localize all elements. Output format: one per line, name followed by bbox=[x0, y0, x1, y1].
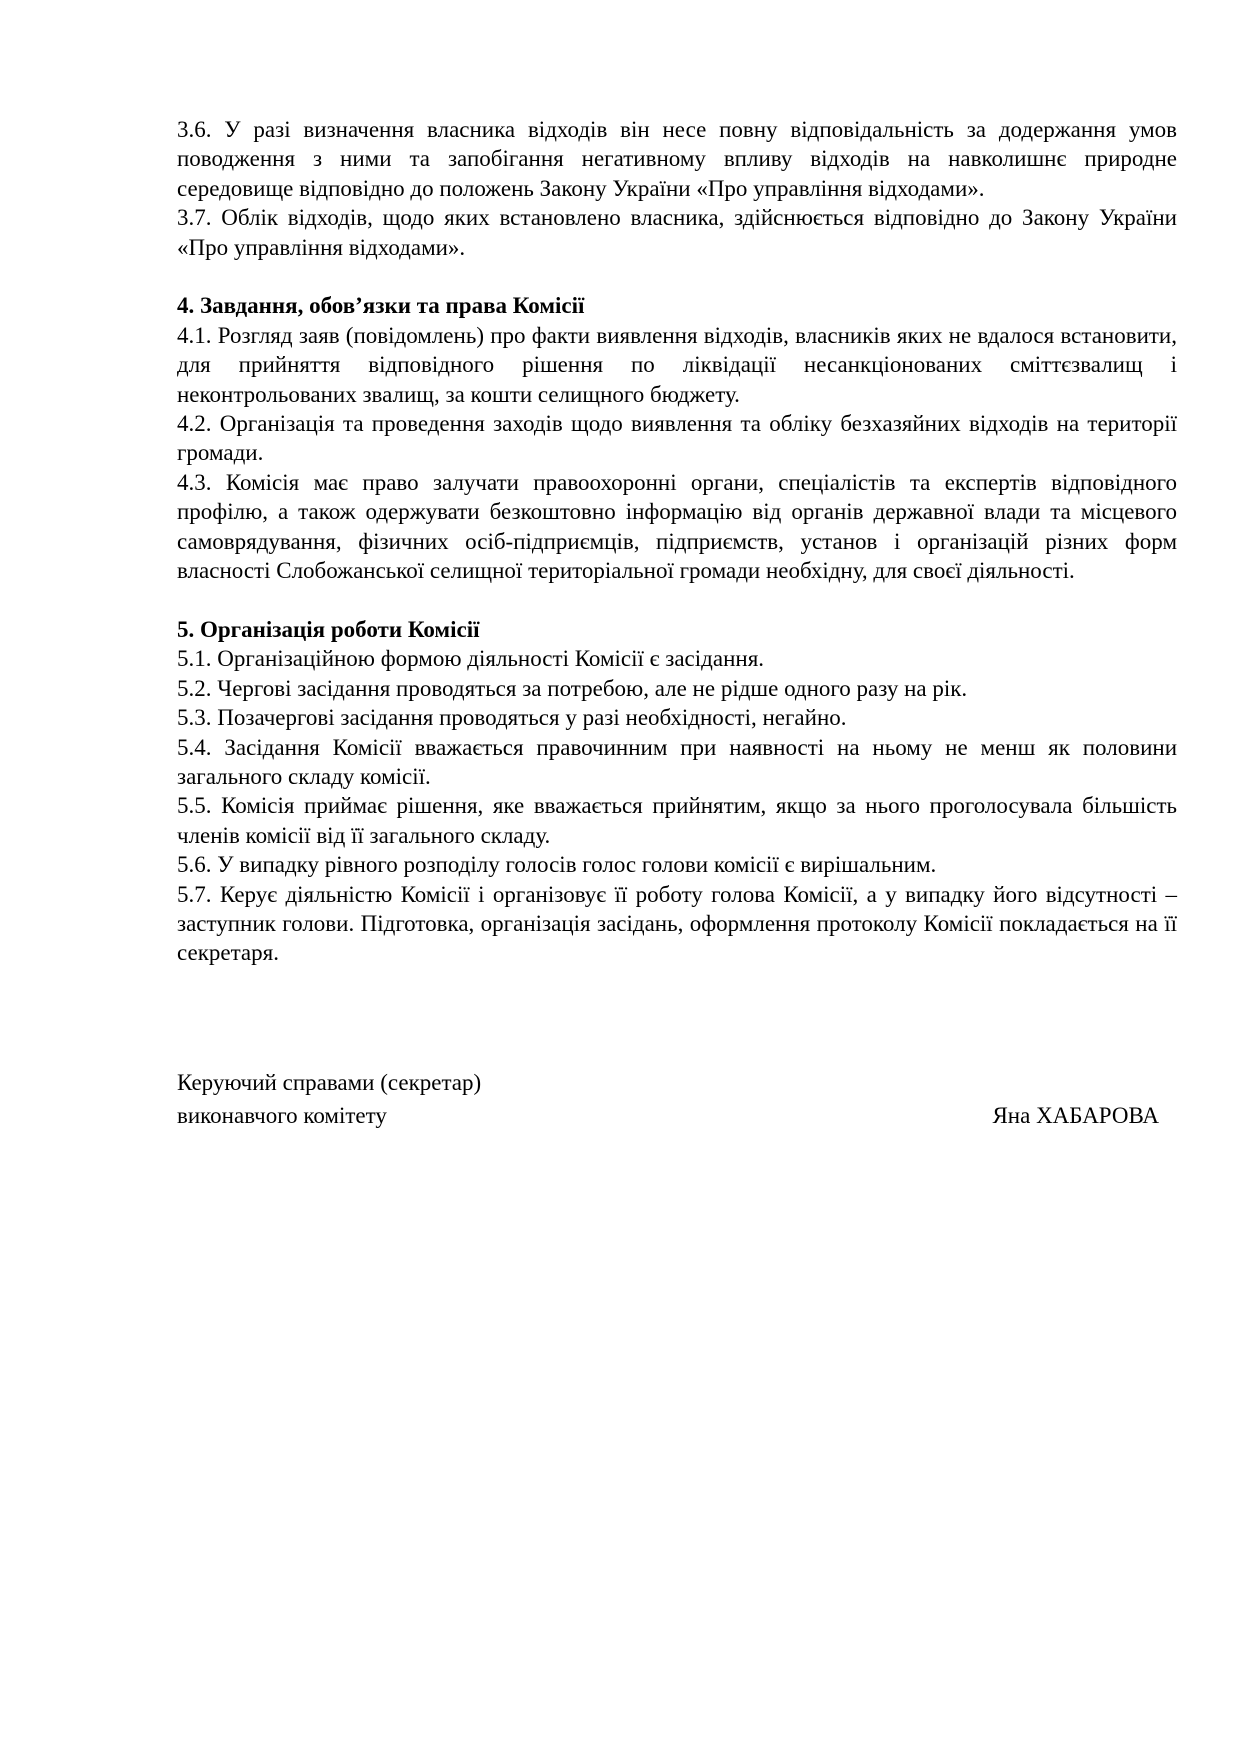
document-body bbox=[177, 115, 1177, 968]
clause-4-3: 4.3. Комісія має право залучати правоохоронні органи, спеціалістів та експертів відповідного профілю, а також одержувати безкоштовно інформацію від органів державної влади та місцевого самоврядування, фізичних осіб-підприємців, підприємств, установ і організацій різних форм власності Слобожанської селищної територіальної громади необхідну, для своєї діяльності. bbox=[177, 469, 1177, 584]
clause-4-1: 4.1. Розгляд заяв (повідомлень) про факти виявлення відходів, власників яких не вдалося встановити, для прийняття відповідного рішення по ліквідації несанкціонованих сміттєзвалищ і неконтрольованих звалищ, за кошти селищного бюджету. bbox=[177, 322, 1177, 407]
clause-3-6: 3.6. У разі визначення власника відходів він несе повну відповідальність за додержання умов поводження з ними та запобігання негативному впливу відходів на навколишнє природне середовище відповідно до положень Закону України «Про управління відходами». bbox=[177, 117, 1177, 201]
clause-5-5: 5.5. Комісія приймає рішення, яке вважається прийнятим, якщо за нього проголосувала більшість членів комісії від її загального складу. bbox=[177, 793, 1177, 848]
signature-row-2 bbox=[177, 1099, 1177, 1132]
section-spacer bbox=[177, 585, 1177, 614]
clause-5-6: 5.6. У випадку рівного розподілу голосів голос голови комісії є вирішальним. bbox=[177, 852, 937, 878]
clause-5-7: 5.7. Керує діяльністю Комісії і організовує її роботу голова Комісії, а у випадку його відсутності – заступник голови. Підготовка, організація засідань, оформлення протоколу Комісії покладається на її секретаря. bbox=[177, 881, 1177, 966]
signatory-position-line-2: виконавчого комітету bbox=[177, 1103, 387, 1128]
signature-block bbox=[177, 1066, 1177, 1132]
signature-row-1 bbox=[177, 1066, 1177, 1099]
signatory-name: Яна ХАБАРОВА bbox=[992, 1103, 1159, 1128]
clause-5-4: 5.4. Засідання Комісії вважається правочинним при наявності на ньому не менш як половини загального складу комісії. bbox=[177, 734, 1177, 789]
section-4-heading: 4. Завдання, обов’язки та права Комісії bbox=[177, 293, 585, 319]
section-spacer bbox=[177, 262, 1177, 291]
clause-4-2: 4.2. Організація та проведення заходів щодо виявлення та обліку безхазяйних відходів на території громади. bbox=[177, 411, 1177, 466]
clause-5-3: 5.3. Позачергові засідання проводяться у разі необхідності, негайно. bbox=[177, 705, 847, 731]
clause-5-2: 5.2. Чергові засідання проводяться за потребою, але не рідше одного разу на рік. bbox=[177, 675, 968, 701]
clause-3-7: 3.7. Облік відходів, щодо яких встановлено власника, здійснюється відповідно до Закону України «Про управління відходами». bbox=[177, 205, 1177, 260]
signatory-position-line-1: Керуючий справами (секретар) bbox=[177, 1070, 482, 1095]
section-5-heading: 5. Організація роботи Комісії bbox=[177, 616, 480, 642]
clause-5-1: 5.1. Організаційною формою діяльності Комісії є засідання. bbox=[177, 646, 765, 672]
